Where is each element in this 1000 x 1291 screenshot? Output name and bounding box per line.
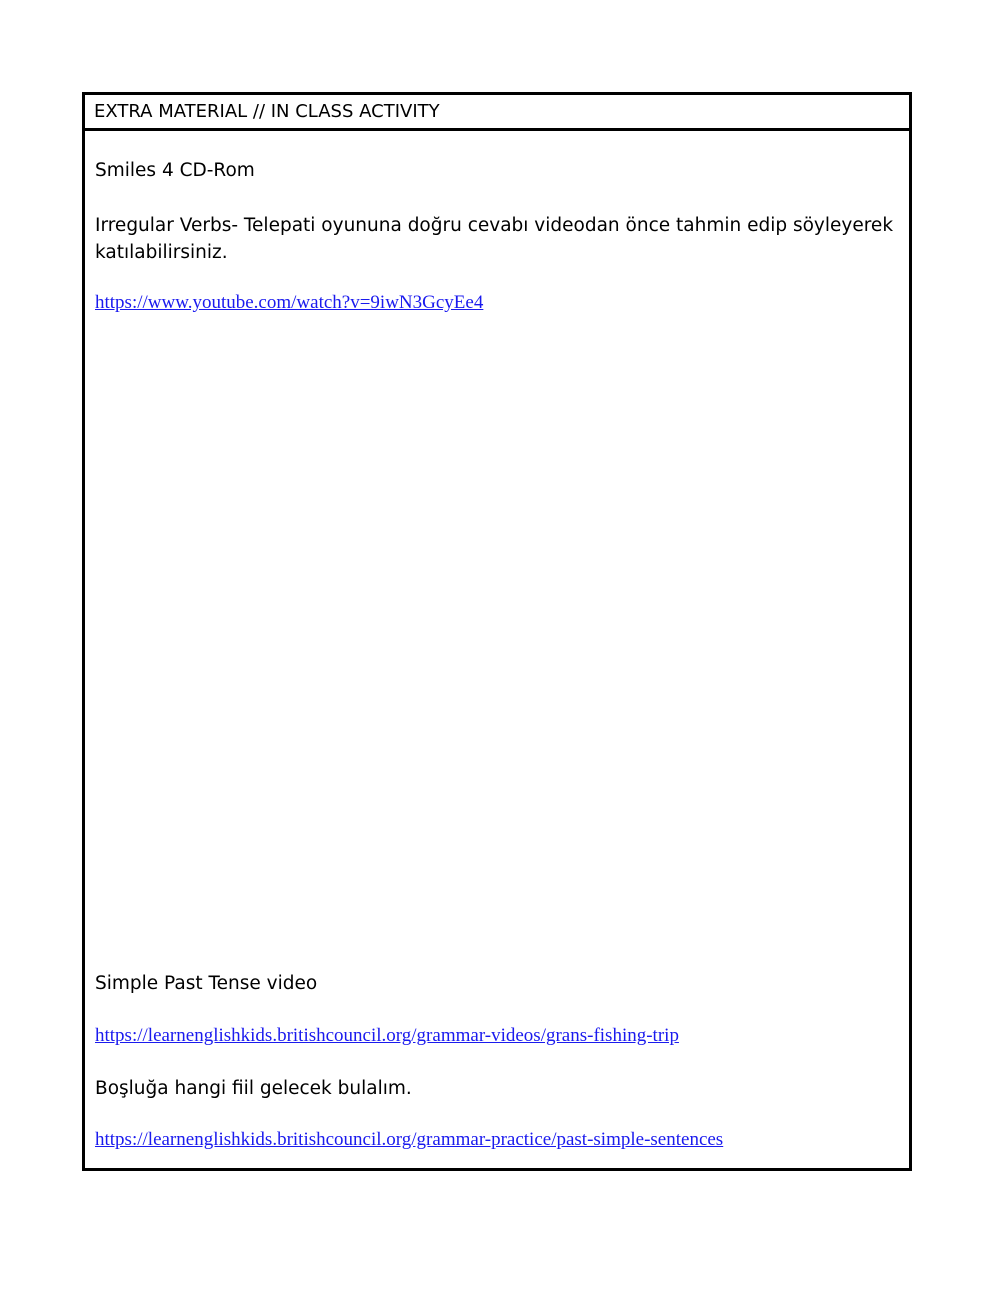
youtube-video-link[interactable]: https://www.youtube.com/watch?v=9iwN3GcyEe4 — [95, 292, 484, 313]
smiles-cd-rom-text: Smiles 4 CD-Rom — [95, 160, 255, 181]
grammar-practice-link[interactable]: https://learnenglishkids.britishcouncil.org/grammar-practice/past-simple-sentences — [95, 1129, 724, 1150]
irregular-verbs-line-1: Irregular Verbs- Telepati oyununa doğru cevabı videodan önce tahmin edip söyleyerek — [95, 215, 894, 236]
simple-past-video-text: Simple Past Tense video — [95, 973, 318, 994]
activity-box — [82, 92, 912, 1171]
fill-gap-instructions: Boşluğa hangi fiil gelecek bulalım. — [95, 1078, 412, 1099]
grammar-video-link[interactable]: https://learnenglishkids.britishcouncil.org/grammar-videos/grans-fishing-trip — [95, 1025, 679, 1046]
irregular-verbs-instructions — [95, 212, 895, 266]
box-header: EXTRA MATERIAL // IN CLASS ACTIVITY — [85, 95, 909, 131]
irregular-verbs-line-2: katılabilirsiniz. — [95, 242, 228, 263]
